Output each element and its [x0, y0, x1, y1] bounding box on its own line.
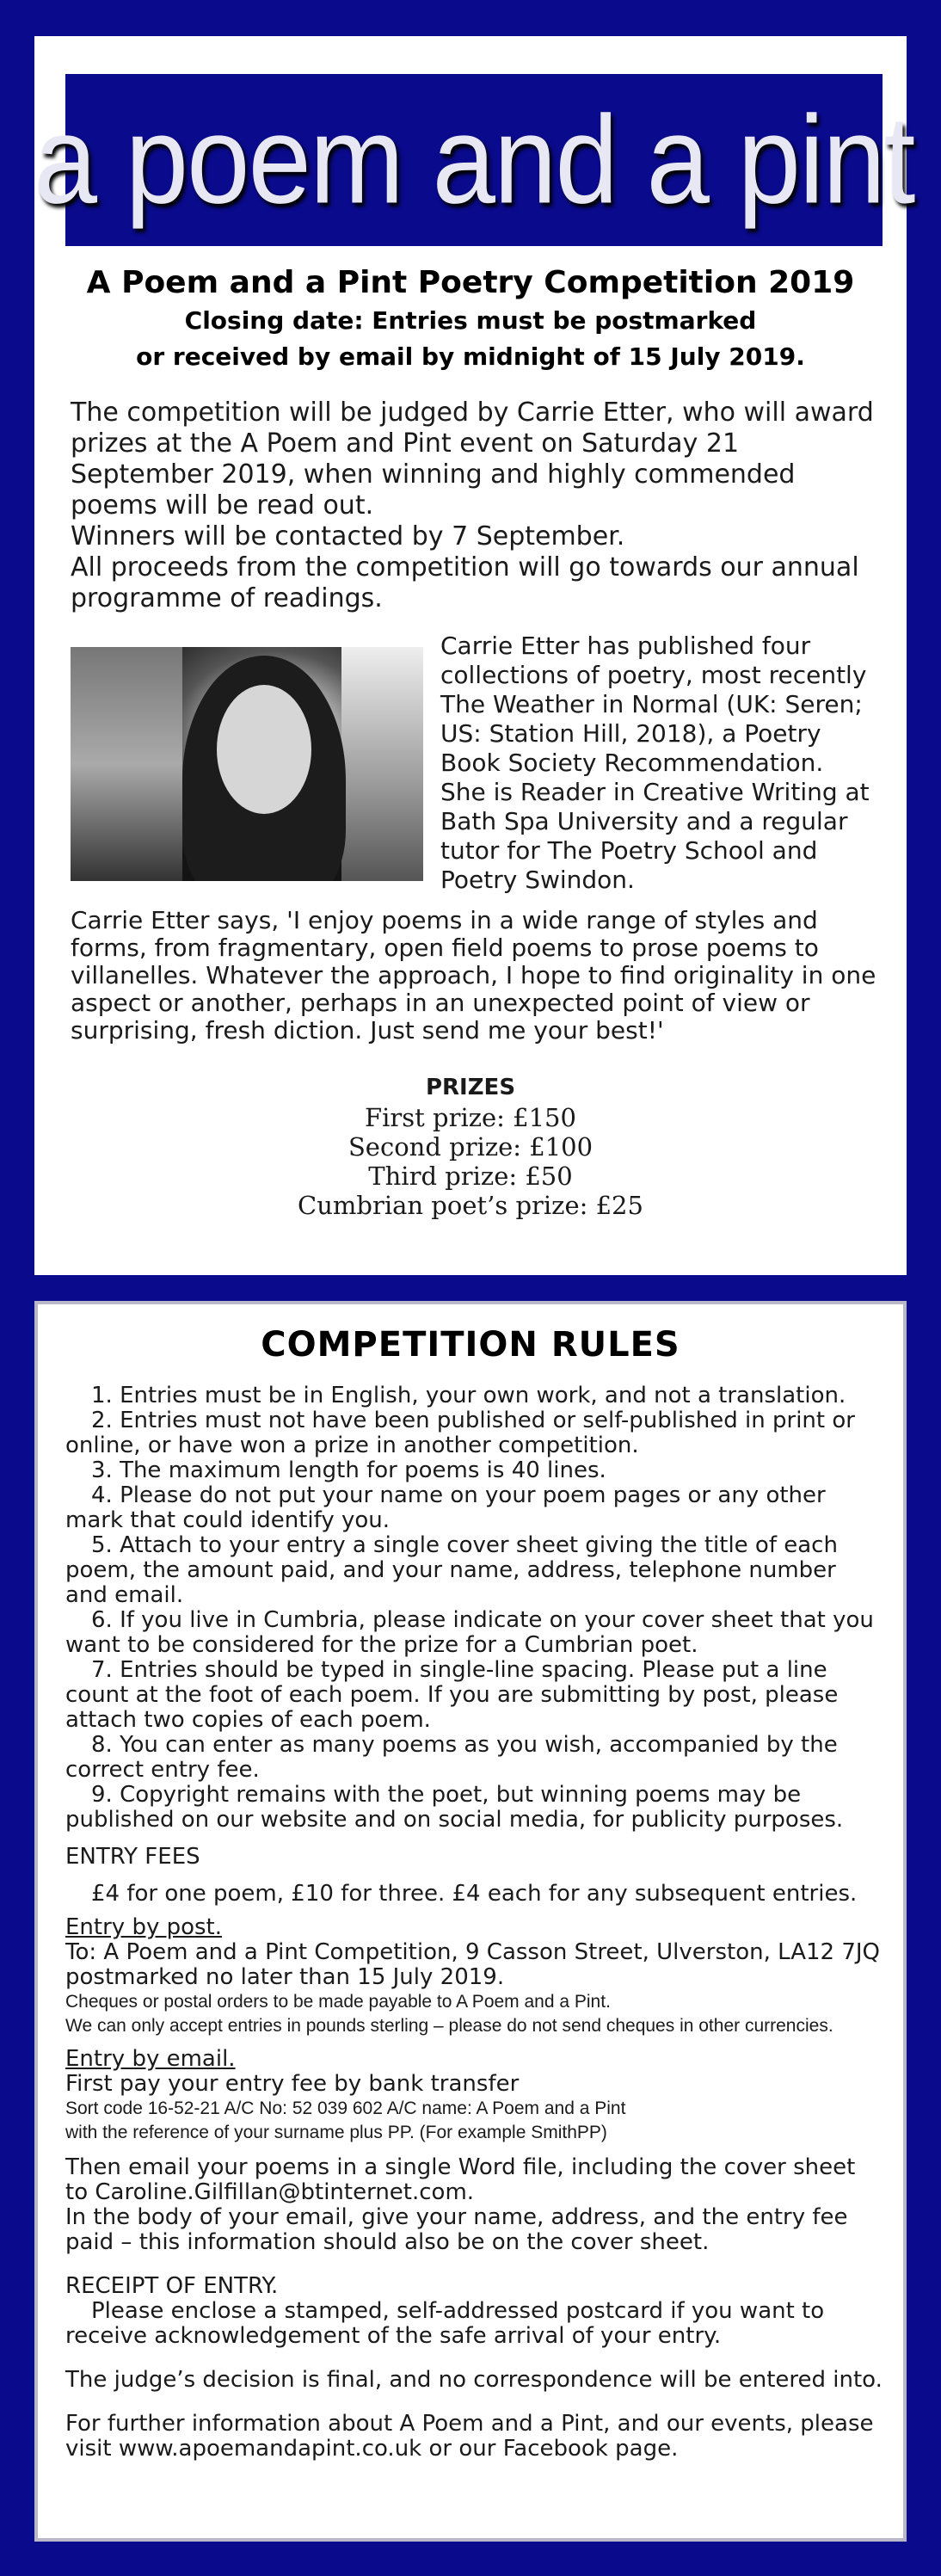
rule-item: 2. Entries must not have been published or self-published in print or online, or have won a prize in another competition.: [65, 1408, 855, 1458]
entry-email-payment: First pay your entry fee by bank transfer: [65, 2071, 520, 2097]
prize-item: Cumbrian poet’s prize: £25: [298, 1191, 643, 1220]
entry-post-address: To: A Poem and a Pint Competition, 9 Casson Street, Ulverston, LA12 7JQ: [65, 1939, 881, 1965]
intro-paragraph: All proceeds from the competition will go towards our annual programme of readings.: [71, 552, 859, 613]
rule-item: 8. You can enter as many poems as you wish, accompanied by the correct entry fee.: [65, 1732, 838, 1783]
entry-email-heading: Entry by email.: [65, 2046, 236, 2072]
rule-item: 5. Attach to your entry a single cover sheet giving the title of each poem, the amount paid, and your name, address, telephone number and email.: [65, 1532, 838, 1608]
closing-date: [34, 303, 907, 375]
intro-text: [71, 397, 888, 614]
receipt-text: Please enclose a stamped, self-addressed postcard if you want to receive acknowledgement of the safe arrival of your entry.: [65, 2298, 825, 2349]
judge-quote: Carrie Etter says, 'I enjoy poems in a wide range of styles and forms, from fragmentary, open field poems to prose poems to villanelles. Whatever the approach, I hope to find originality in one aspect or another, perhaps in an unexpected point of view or surprising, fresh diction. Just send me your best!': [71, 906, 876, 1045]
judge-photo: [71, 647, 423, 881]
competition-title: A Poem and a Pint Poetry Competition 2019: [86, 265, 855, 300]
entry-post-heading: Entry by post.: [65, 1914, 223, 1940]
judge-bio: [440, 632, 888, 895]
receipt-heading: RECEIPT OF ENTRY.: [65, 2273, 279, 2299]
rule-item: 9. Copyright remains with the poet, but winning poems may be published on our website and on social media, for publicity purposes.: [65, 1782, 844, 1833]
email-instructions: Then email your poems in a single Word file, including the cover sheet to Caroline.Gilfillan@btinternet.com.: [65, 2154, 856, 2205]
rule-item: 3. The maximum length for poems is 40 lines.: [91, 1457, 606, 1483]
bank-details: Sort code 16-52-21 A/C No: 52 039 602 A/C name: A Poem and a Pint: [65, 2098, 626, 2118]
bank-reference: with the reference of your surname plus PP. (For example SmithPP): [65, 2123, 607, 2142]
competition-info-panel: [34, 36, 914, 1275]
closing-date-line: Closing date: Entries must be postmarked: [184, 306, 757, 335]
intro-paragraph: Winners will be contacted by 7 September.: [71, 521, 625, 552]
rules-panel: [34, 1301, 907, 2542]
intro-paragraph: The competition will be judged by Carrie Etter, who will award prizes at the A Poem and Pint event on Saturday 21 September 2019, when winning and highly commended poems will be read out.: [71, 397, 874, 521]
prize-item: Third prize: £50: [368, 1162, 573, 1191]
bio-paragraph: She is Reader in Creative Writing at Bath Spa University and a regular tutor for The Poetry School and Poetry Swindon.: [440, 778, 870, 894]
rules-body: [65, 1384, 883, 2462]
prizes-heading: PRIZES: [425, 1075, 516, 1100]
entry-post-note: Cheques or postal orders to be made payable to A Poem and a Pint.: [65, 1992, 611, 2012]
banner-logo-text: a poem and a pint: [34, 89, 914, 230]
entry-post-deadline: postmarked no later than 15 July 2019.: [65, 1964, 505, 1990]
prize-item: Second prize: £100: [347, 1132, 594, 1162]
further-info: For further information about A Poem and a Pint, and our events, please visit www.apoemandapint.co.uk or our Facebook page.: [65, 2411, 874, 2462]
prize-item: First prize: £150: [365, 1103, 576, 1132]
email-instructions: In the body of your email, give your name, address, and the entry fee paid – this information should also be on the cover sheet.: [65, 2204, 848, 2255]
rule-item: 1. Entries must be in English, your own work, and not a translation.: [91, 1383, 846, 1408]
title-banner: [34, 74, 914, 246]
rule-item: 6. If you live in Cumbria, please indicate on your cover sheet that you want to be considered for the prize for a Cumbrian poet.: [65, 1607, 874, 1658]
entry-fees-text: £4 for one poem, £10 for three. £4 each for any subsequent entries.: [91, 1881, 858, 1907]
rule-item: 7. Entries should be typed in single-line spacing. Please put a line count at the foot of each poem. If you are submitting by post, please attach two copies of each poem.: [65, 1657, 839, 1733]
bio-paragraph: Carrie Etter has published four collections of poetry, most recently The Weather in Normal (UK: Seren; US: Station Hill, 2018), a Poetry Book Society Recommendation.: [440, 632, 867, 777]
rules-title: COMPETITION RULES: [261, 1325, 680, 1365]
entry-fees-heading: ENTRY FEES: [65, 1844, 200, 1870]
prizes-section: [34, 1072, 907, 1220]
judge-decision-note: The judge’s decision is final, and no correspondence will be entered into.: [65, 2367, 883, 2393]
closing-date-line: or received by email by midnight of 15 July 2019.: [136, 342, 805, 371]
entry-post-note: We can only accept entries in pounds sterling – please do not send cheques in other currencies.: [65, 2016, 833, 2036]
rule-item: 4. Please do not put your name on your poem pages or any other mark that could identify you.: [65, 1482, 826, 1533]
